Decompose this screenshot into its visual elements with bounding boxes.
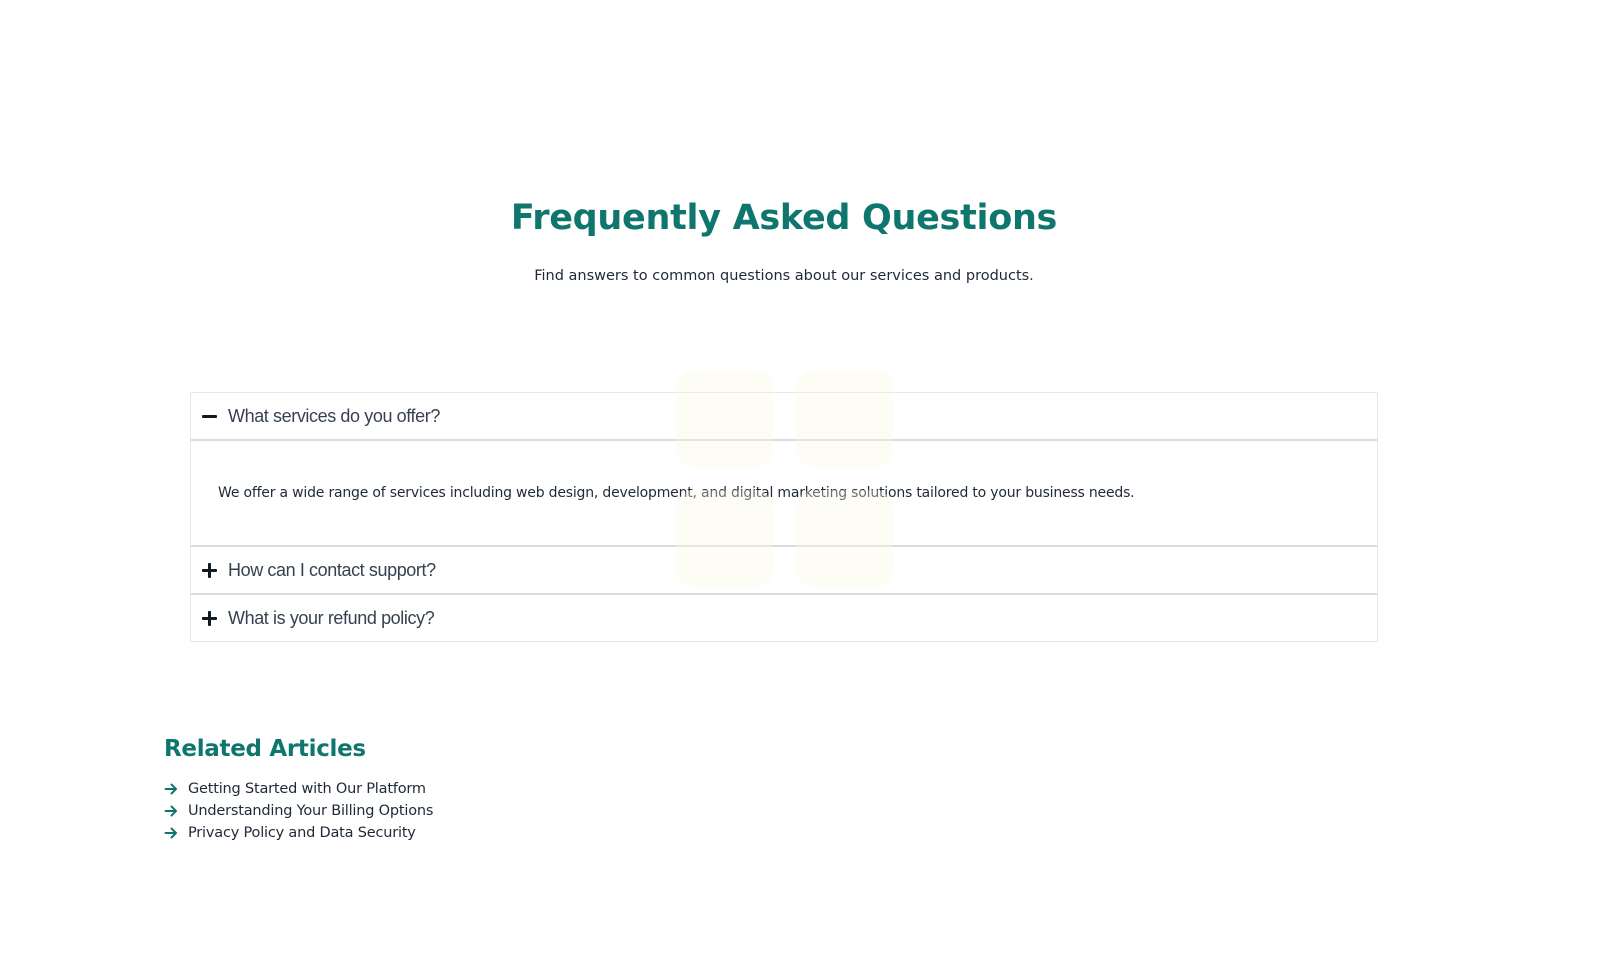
related-article-link[interactable]: Privacy Policy and Data Security [188,825,416,841]
faq-item-refund [191,595,1377,641]
related-article-link[interactable]: Understanding Your Billing Options [188,803,434,819]
faq-question: How can I contact support? [228,559,436,580]
related-articles-list [164,778,433,844]
related-articles [164,736,433,844]
arrow-right-icon [164,782,178,796]
arrow-right-icon [164,804,178,818]
page-subtitle: Find answers to common questions about our services and products. [534,268,1034,284]
plus-icon [202,611,217,626]
plus-icon [202,563,217,578]
faq-item-support [191,547,1377,595]
arrow-right-icon [164,826,178,840]
faq-accordion [190,392,1378,642]
related-articles-title: Related Articles [164,736,366,762]
faq-question: What is your refund policy? [228,607,435,628]
faq-item-services [191,393,1377,547]
related-article-item[interactable] [164,822,433,844]
faq-answer: We offer a wide range of services including web design, development, and digital marketing solutions tailored to your business needs. [218,485,1135,501]
page-title: Frequently Asked Questions [510,198,1058,238]
faq-question: What services do you offer? [228,405,440,426]
related-article-item[interactable] [164,778,433,800]
minus-icon [202,409,217,424]
faq-answer-panel [191,439,1377,545]
related-article-item[interactable] [164,800,433,822]
faq-toggle-support[interactable] [191,547,1377,593]
faq-toggle-services[interactable] [191,393,1377,439]
related-article-link[interactable]: Getting Started with Our Platform [188,781,426,797]
faq-toggle-refund[interactable] [191,595,1377,641]
